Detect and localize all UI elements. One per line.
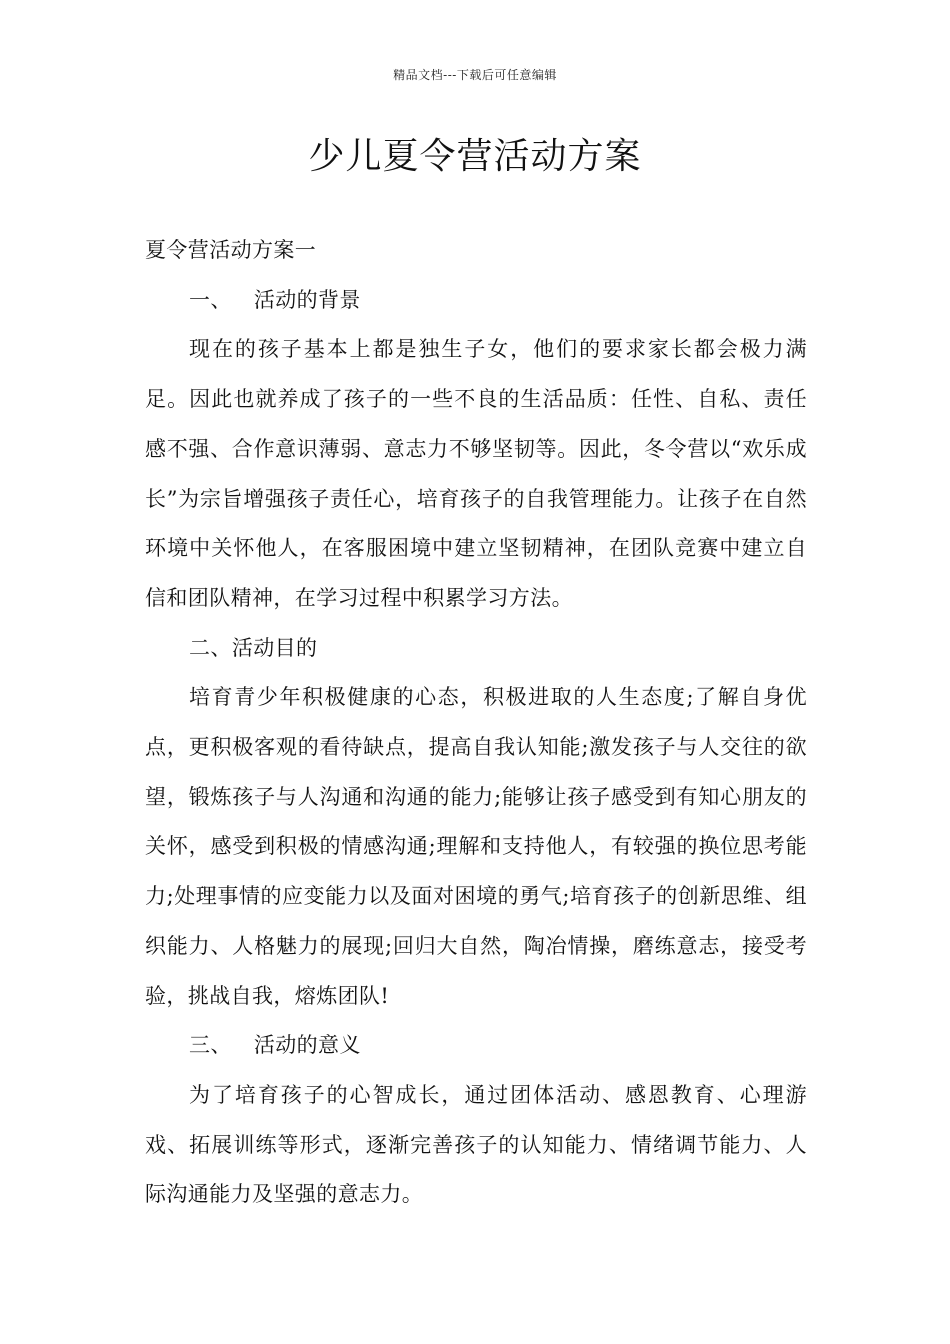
plan-heading: 夏令营活动方案一 — [145, 238, 317, 262]
section-paragraph-background: 现在的孩子基本上都是独生子女，他们的要求家长都会极力满足。因此也就养成了孩子的一些不良的生活品质：任性、自私、责任感不强、合作意识薄弱、意志力不够坚韧等。因此，冬令营以“欢乐成长”为宗旨增强孩子责任心，培育孩子的自我管理能力。让孩子在自然环境中关怀他人，在客服困境中建立坚韧精神，在团队竞赛中建立自信和团队精神，在学习过程中积累学习方法。 — [145, 337, 807, 610]
section-number: 二、 — [189, 635, 232, 660]
document-header-note: 精品文档---下载后可任意编辑 — [393, 68, 557, 82]
document-body — [145, 226, 807, 1220]
section-heading-background — [145, 276, 807, 326]
section-paragraph-significance: 为了培育孩子的心智成长，通过团体活动、感恩教育、心理游戏、拓展训练等形式，逐渐完善孩子的认知能力、情绪调节能力、人际沟通能力及坚强的意志力。 — [145, 1082, 807, 1207]
section-heading-significance — [145, 1021, 807, 1071]
section-heading-text: 活动目的 — [231, 635, 318, 660]
section-paragraph-purpose: 培育青少年积极健康的心态，积极进取的人生态度;了解自身优点，更积极客观的看待缺点，提高自我认知能;激发孩子与人交往的欲望，锻炼孩子与人沟通和沟通的能力;能够让孩子感受到有知心朋友的关怀，感受到积极的情感沟通;理解和支持他人，有较强的换位思考能力;处理事情的应变能力以及面对困境的勇气;培育孩子的创新思维、组织能力、人格魅力的展现;回归大自然，陶冶情操，磨练意志，接受考验，挑战自我，熔炼团队! — [145, 685, 807, 1008]
section-heading-text: 活动的意义 — [253, 1033, 361, 1058]
document-title: 少儿夏令营活动方案 — [308, 136, 642, 177]
section-number: 一、 — [189, 287, 232, 312]
section-heading-text: 活动的背景 — [253, 287, 361, 312]
section-number: 三、 — [189, 1033, 232, 1058]
section-heading-purpose — [145, 624, 807, 674]
